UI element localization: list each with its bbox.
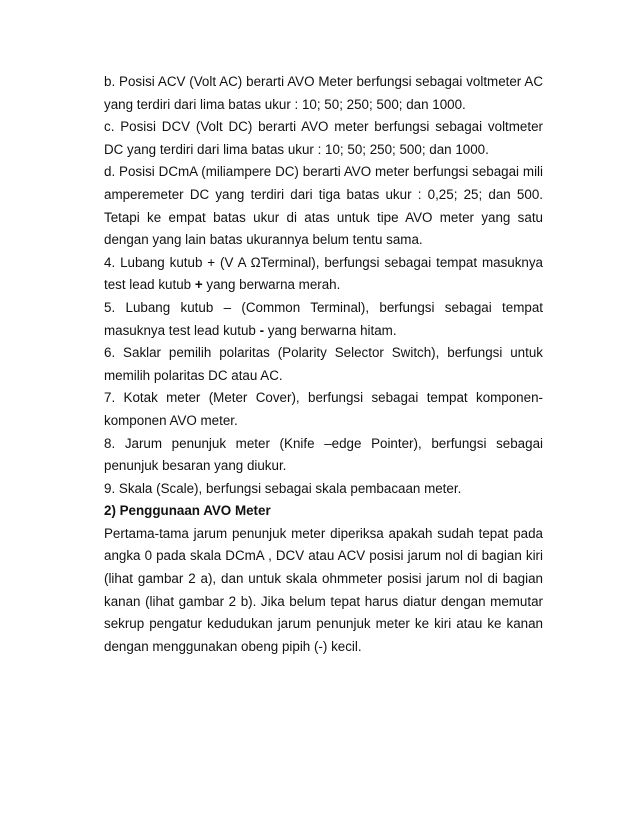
plus-sign: + [194,277,203,293]
minus-sign: - [259,322,265,338]
paragraph-penggunaan: Pertama-tama jarum penunjuk meter diperiksa apakah sudah tepat pada angka 0 pada skala DCmA , DCV atau ACV posisi jarum nol di bagian kiri (lihat gambar 2 a), dan untuk skala ohmmeter posisi jarum nol di bagian kanan (lihat gambar 2 b). Jika belum tepat harus diatur dengan memutar sekrup pengatur kedudukan jarum penunjuk meter ke kiri atau ke kanan dengan menggunakan obeng pipih (-) kecil. [104,525,543,654]
paragraph-lubang-common-a: 5. Lubang kutub – (Common Terminal), berfungsi sebagai tempat masuknya test lead kutub [104,299,543,338]
paragraph-skala: 9. Skala (Scale), berfungsi sebagai skala pembacaan meter. [104,480,462,496]
paragraph-jarum: 8. Jarum penunjuk meter (Knife –edge Pointer), berfungsi sebagai penunjuk besaran yang diukur. [104,435,543,474]
paragraph-lubang-common-c: yang berwarna hitam. [264,322,397,338]
paragraph-acv: b. Posisi ACV (Volt AC) berarti AVO Meter berfungsi sebagai voltmeter AC yang terdiri dari lima batas ukur : 10; 50; 250; 500; dan 1000. [104,74,543,112]
paragraph-lubang-common [104,297,543,342]
paragraph-lubang-plus-a: 4. Lubang kutub + (V A ΩTerminal), berfungsi sebagai tempat masuknya test lead kutub [104,254,543,293]
paragraph-dcv: c. Posisi DCV (Volt DC) berarti AVO meter berfungsi sebagai voltmeter DC yang terdiri dari lima batas ukur : 10; 50; 250; 500; dan 1000. [104,119,543,157]
paragraph-saklar: 6. Saklar pemilih polaritas (Polarity Selector Switch), berfungsi untuk memilih polaritas DC atau AC. [104,345,543,383]
paragraph-kotak-meter: 7. Kotak meter (Meter Cover), berfungsi sebagai tempat komponen-komponen AVO meter. [104,390,543,428]
section-heading: 2) Penggunaan AVO Meter [104,503,271,519]
paragraph-lubang-plus-c: yang berwarna merah. [202,277,341,293]
paragraph-dcma: d. Posisi DCmA (miliampere DC) berarti AVO meter berfungsi sebagai mili amperemeter DC yang terdiri dari tiga batas ukur : 0,25; 25; dan 500. Tetapi ke empat batas ukur di atas untuk tipe AVO meter yang satu dengan yang lain batas ukurannya belum tentu sama. [104,164,543,248]
paragraph-lubang-plus [104,252,543,297]
document-body [104,71,543,658]
